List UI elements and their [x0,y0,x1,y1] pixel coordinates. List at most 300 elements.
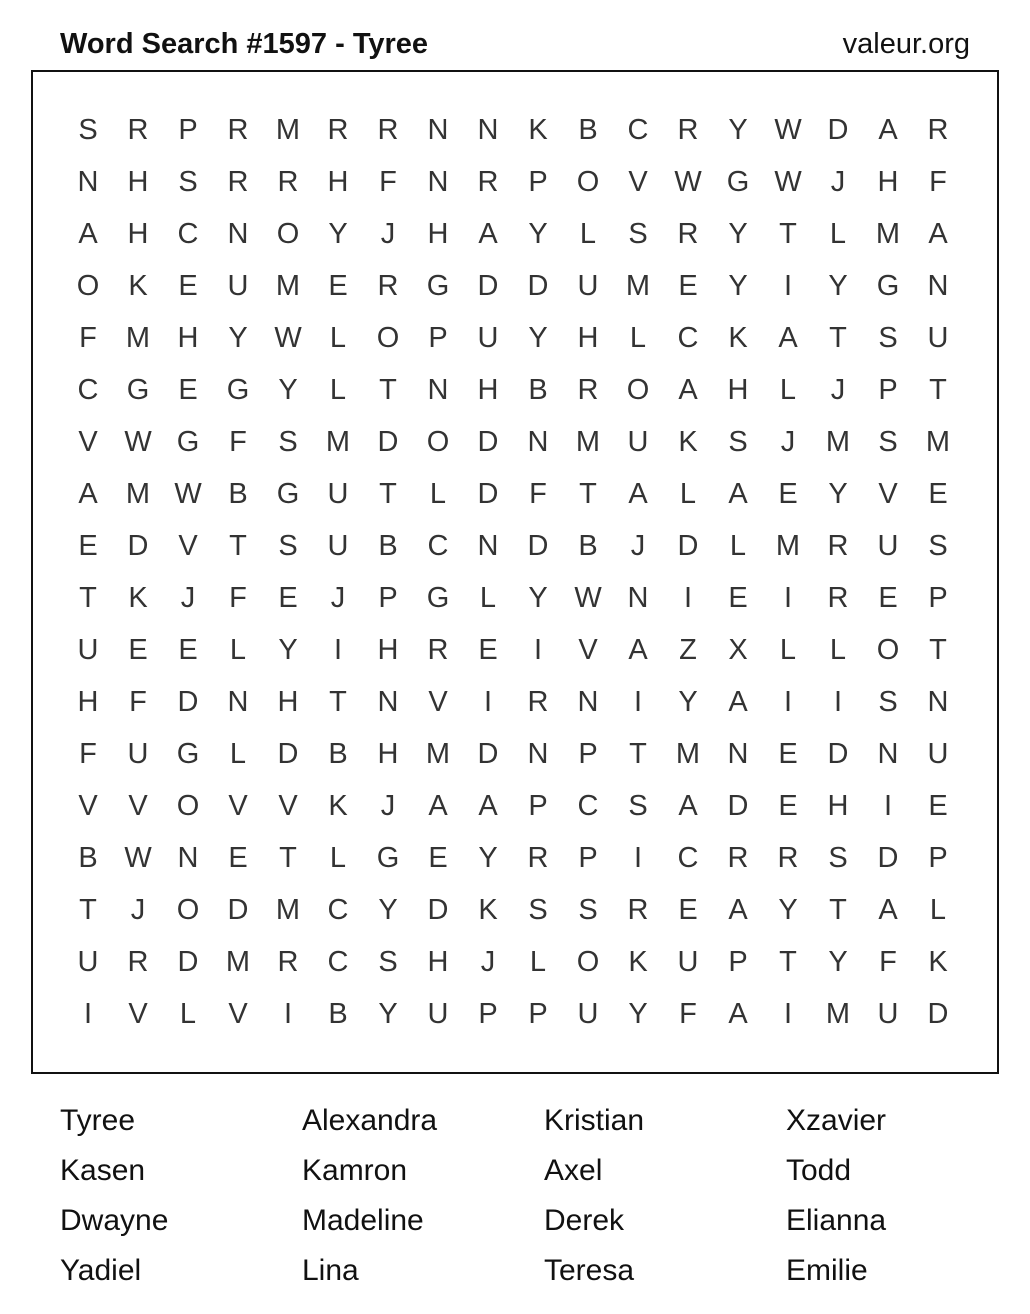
grid-letter: A [728,998,748,1030]
word-list-item: Kasen [60,1154,146,1187]
grid-letter: G [426,582,450,614]
grid-letter: H [127,166,149,198]
grid-letter: P [528,790,548,822]
grid-letter: I [633,842,643,874]
grid-letter: C [677,842,699,874]
grid-letter: R [377,270,399,302]
grid-letter: R [577,374,599,406]
grid-letter: A [78,218,98,250]
grid-letter: K [678,426,698,458]
grid-letter: N [877,738,899,770]
word-list [60,1098,1000,1298]
grid-letter: U [327,530,349,562]
grid-letter: I [333,634,343,666]
grid-letter: P [528,166,548,198]
grid-letter: B [328,998,348,1030]
grid-letter: U [227,270,249,302]
grid-letter: U [77,634,99,666]
grid-letter: J [780,426,796,458]
grid-letter: J [480,946,496,978]
grid-letter: J [330,582,346,614]
word-list-item: Yadiel [60,1254,142,1287]
grid-letter: U [877,998,899,1030]
grid-letter: L [329,374,347,406]
grid-letter: P [728,946,748,978]
letter-grid [63,104,963,1040]
grid-letter: V [128,790,148,822]
grid-letter: R [227,166,249,198]
grid-letter: Y [528,218,548,250]
grid-letter: T [229,530,247,562]
grid-letter: I [833,686,843,718]
grid-letter: T [779,946,797,978]
grid-letter: N [427,114,449,146]
grid-letter: L [679,478,697,510]
grid-letter: L [529,946,547,978]
grid-letter: M [125,478,151,510]
grid-letter: S [178,166,198,198]
grid-letter: F [879,946,897,978]
grid-letter: E [428,842,448,874]
grid-letter: R [327,114,349,146]
grid-letter: B [78,842,98,874]
grid-letter: P [378,582,398,614]
grid-letter: F [229,582,247,614]
word-list-item: Lina [302,1254,359,1287]
grid-letter: V [128,998,148,1030]
grid-letter: G [226,374,250,406]
grid-letter: C [677,322,699,354]
grid-letter: N [227,218,249,250]
grid-letter: D [827,114,849,146]
grid-letter: O [276,218,300,250]
grid-letter: S [828,842,848,874]
grid-letter: F [129,686,147,718]
grid-letter: H [577,322,599,354]
grid-letter: U [127,738,149,770]
grid-letter: D [477,426,499,458]
grid-letter: I [783,270,793,302]
grid-letter: S [878,686,898,718]
grid-letter: N [477,530,499,562]
grid-letter: Y [328,218,348,250]
grid-letter: A [478,218,498,250]
grid-letter: C [177,218,199,250]
grid-letter: R [927,114,949,146]
grid-letter: S [628,790,648,822]
grid-letter: U [927,322,949,354]
grid-letter: Y [228,322,248,354]
grid-letter: H [427,218,449,250]
grid-letter: A [928,218,948,250]
grid-letter: B [378,530,398,562]
grid-letter: D [677,530,699,562]
grid-letter: P [578,842,598,874]
grid-letter: S [628,218,648,250]
grid-letter: L [179,998,197,1030]
grid-letter: K [628,946,648,978]
grid-letter: R [277,946,299,978]
grid-letter: B [578,114,598,146]
grid-letter: R [727,842,749,874]
grid-letter: Y [278,374,298,406]
grid-letter: V [178,530,198,562]
grid-letter: N [427,374,449,406]
grid-letter: C [627,114,649,146]
grid-letter: H [277,686,299,718]
grid-letter: G [426,270,450,302]
grid-letter: C [577,790,599,822]
grid-letter: J [630,530,646,562]
grid-letter: D [827,738,849,770]
grid-letter: R [127,946,149,978]
grid-letter: V [228,998,248,1030]
grid-letter: P [478,998,498,1030]
grid-letter: E [178,270,198,302]
word-list-item: Derek [544,1204,625,1237]
grid-letter: O [576,166,600,198]
grid-letter: S [928,530,948,562]
grid-letter: L [229,738,247,770]
grid-letter: A [428,790,448,822]
grid-letter: K [928,946,948,978]
grid-letter: O [576,946,600,978]
grid-letter: E [878,582,898,614]
grid-letter: V [78,790,98,822]
grid-letter: S [878,426,898,458]
grid-letter: X [728,634,748,666]
grid-letter: T [629,738,647,770]
grid-letter: A [778,322,798,354]
grid-letter: T [829,894,847,926]
grid-letter: J [380,218,396,250]
grid-letter: M [275,114,301,146]
grid-letter: N [927,686,949,718]
grid-letter: K [528,114,548,146]
grid-letter: Y [278,634,298,666]
grid-letter: H [127,218,149,250]
grid-letter: K [128,270,148,302]
grid-letter: R [827,582,849,614]
grid-letter: L [429,478,447,510]
grid-letter: D [477,738,499,770]
grid-letter: N [177,842,199,874]
grid-letter: V [228,790,248,822]
grid-letter: U [77,946,99,978]
grid-letter: D [477,270,499,302]
grid-letter: V [78,426,98,458]
grid-letter: L [829,634,847,666]
grid-letter: J [830,166,846,198]
grid-letter: E [928,790,948,822]
grid-letter: H [327,166,349,198]
grid-letter: P [428,322,448,354]
grid-letter: C [427,530,449,562]
grid-letter: H [727,374,749,406]
grid-letter: S [378,946,398,978]
grid-letter: E [128,634,148,666]
grid-letter: W [774,114,802,146]
grid-letter: D [177,686,199,718]
word-list-item: Kamron [302,1154,408,1187]
grid-letter: M [425,738,451,770]
grid-letter: R [627,894,649,926]
grid-letter: N [227,686,249,718]
grid-letter: D [527,530,549,562]
grid-letter: K [128,582,148,614]
grid-letter: V [578,634,598,666]
grid-letter: M [825,998,851,1030]
grid-letter: Y [378,894,398,926]
grid-letter: R [827,530,849,562]
grid-letter: R [527,686,549,718]
grid-letter: T [379,374,397,406]
grid-letter: M [625,270,651,302]
grid-letter: W [774,166,802,198]
grid-letter: H [427,946,449,978]
grid-letter: N [527,738,549,770]
grid-letter: E [278,582,298,614]
grid-letter: Y [828,270,848,302]
grid-letter: I [283,998,293,1030]
grid-letter: D [227,894,249,926]
grid-letter: N [427,166,449,198]
grid-letter: O [176,790,200,822]
grid-letter: V [878,478,898,510]
grid-letter: L [779,374,797,406]
grid-letter: F [79,738,97,770]
grid-letter: B [578,530,598,562]
grid-letter: U [577,998,599,1030]
grid-letter: G [726,166,750,198]
word-list-item: Madeline [302,1204,424,1237]
grid-letter: Y [678,686,698,718]
grid-letter: I [883,790,893,822]
grid-letter: U [427,998,449,1030]
grid-letter: P [878,374,898,406]
grid-letter: M [325,426,351,458]
grid-letter: J [180,582,196,614]
grid-letter: O [76,270,100,302]
grid-letter: H [177,322,199,354]
word-list-item: Alexandra [302,1104,438,1137]
grid-letter: M [275,270,301,302]
grid-letter: G [276,478,300,510]
grid-letter: T [929,634,947,666]
grid-letter: L [829,218,847,250]
grid-letter: Y [528,582,548,614]
grid-letter: E [678,270,698,302]
grid-letter: Y [728,114,748,146]
grid-letter: M [925,426,951,458]
word-list-item: Teresa [544,1254,635,1287]
grid-letter: L [929,894,947,926]
page-header [60,28,970,68]
grid-letter: A [478,790,498,822]
grid-letter: N [927,270,949,302]
grid-letter: I [533,634,543,666]
grid-letter: L [329,842,347,874]
grid-letter: M [675,738,701,770]
grid-letter: R [477,166,499,198]
grid-letter: W [274,322,302,354]
site-name[interactable]: valeur.org [842,28,970,60]
grid-letter: H [877,166,899,198]
grid-letter: P [928,842,948,874]
grid-letter: T [829,322,847,354]
grid-letter: P [528,998,548,1030]
grid-letter: U [627,426,649,458]
grid-letter: Z [679,634,697,666]
grid-letter: U [577,270,599,302]
grid-letter: F [379,166,397,198]
grid-letter: A [678,374,698,406]
grid-letter: A [728,894,748,926]
grid-letter: L [579,218,597,250]
grid-letter: M [825,426,851,458]
grid-letter: G [376,842,400,874]
grid-letter: I [683,582,693,614]
grid-letter: O [876,634,900,666]
grid-letter: J [380,790,396,822]
grid-letter: E [228,842,248,874]
grid-letter: Y [628,998,648,1030]
grid-letter: M [225,946,251,978]
grid-letter: J [830,374,846,406]
grid-letter: E [778,478,798,510]
grid-letter: G [126,374,150,406]
grid-letter: C [327,946,349,978]
grid-letter: L [329,322,347,354]
grid-letter: S [578,894,598,926]
grid-letter: T [79,894,97,926]
word-list-item: Emilie [786,1254,868,1287]
grid-letter: I [83,998,93,1030]
grid-letter: D [927,998,949,1030]
grid-letter: N [377,686,399,718]
grid-letter: W [124,426,152,458]
grid-letter: U [927,738,949,770]
grid-letter: R [677,114,699,146]
grid-letter: A [628,634,648,666]
grid-letter: I [783,686,793,718]
grid-letter: A [678,790,698,822]
grid-letter: Y [528,322,548,354]
grid-letter: K [728,322,748,354]
grid-letter: I [783,998,793,1030]
grid-letter: W [674,166,702,198]
grid-letter: T [279,842,297,874]
grid-letter: G [876,270,900,302]
grid-letter: D [877,842,899,874]
grid-letter: E [778,738,798,770]
grid-letter: E [328,270,348,302]
grid-letter: F [529,478,547,510]
grid-letter: H [377,738,399,770]
grid-letter: L [479,582,497,614]
grid-letter: O [176,894,200,926]
grid-letter: D [527,270,549,302]
word-list-item: Kristian [544,1104,645,1137]
grid-letter: W [174,478,202,510]
grid-letter: M [575,426,601,458]
grid-letter: A [78,478,98,510]
grid-letter: D [177,946,199,978]
grid-letter: L [779,634,797,666]
grid-letter: D [727,790,749,822]
grid-letter: R [427,634,449,666]
grid-letter: H [77,686,99,718]
grid-letter: U [877,530,899,562]
grid-letter: W [574,582,602,614]
grid-letter: D [477,478,499,510]
grid-letter: S [528,894,548,926]
grid-letter: E [678,894,698,926]
grid-letter: A [878,114,898,146]
grid-letter: L [729,530,747,562]
grid-letter: D [427,894,449,926]
grid-letter: A [728,478,748,510]
grid-letter: E [178,634,198,666]
grid-letter: R [277,166,299,198]
grid-letter: Y [828,478,848,510]
grid-letter: J [130,894,146,926]
grid-letter: E [78,530,98,562]
grid-letter: V [628,166,648,198]
grid-letter: Y [478,842,498,874]
grid-letter: I [783,582,793,614]
grid-letter: T [379,478,397,510]
grid-letter: D [277,738,299,770]
grid-letter: E [728,582,748,614]
grid-letter: O [426,426,450,458]
grid-letter: E [178,374,198,406]
grid-letter: Y [378,998,398,1030]
grid-letter: B [328,738,348,770]
grid-letter: G [176,426,200,458]
grid-letter: B [228,478,248,510]
grid-letter: P [928,582,948,614]
grid-letter: U [327,478,349,510]
grid-letter: R [677,218,699,250]
grid-letter: S [278,530,298,562]
grid-letter: K [328,790,348,822]
grid-letter: T [329,686,347,718]
grid-letter: I [483,686,493,718]
grid-letter: N [727,738,749,770]
grid-letter: W [124,842,152,874]
grid-letter: M [275,894,301,926]
grid-letter: B [528,374,548,406]
grid-letter: H [377,634,399,666]
grid-letter: O [626,374,650,406]
grid-letter: L [229,634,247,666]
grid-letter: A [878,894,898,926]
grid-letter: T [79,582,97,614]
grid-letter: E [778,790,798,822]
grid-letter: V [428,686,448,718]
grid-letter: R [777,842,799,874]
grid-letter: D [127,530,149,562]
grid-letter: N [477,114,499,146]
grid-letter: S [278,426,298,458]
grid-letter: M [125,322,151,354]
grid-letter: U [677,946,699,978]
grid-letter: Y [828,946,848,978]
grid-letter: R [377,114,399,146]
grid-letter: N [577,686,599,718]
grid-letter: G [176,738,200,770]
